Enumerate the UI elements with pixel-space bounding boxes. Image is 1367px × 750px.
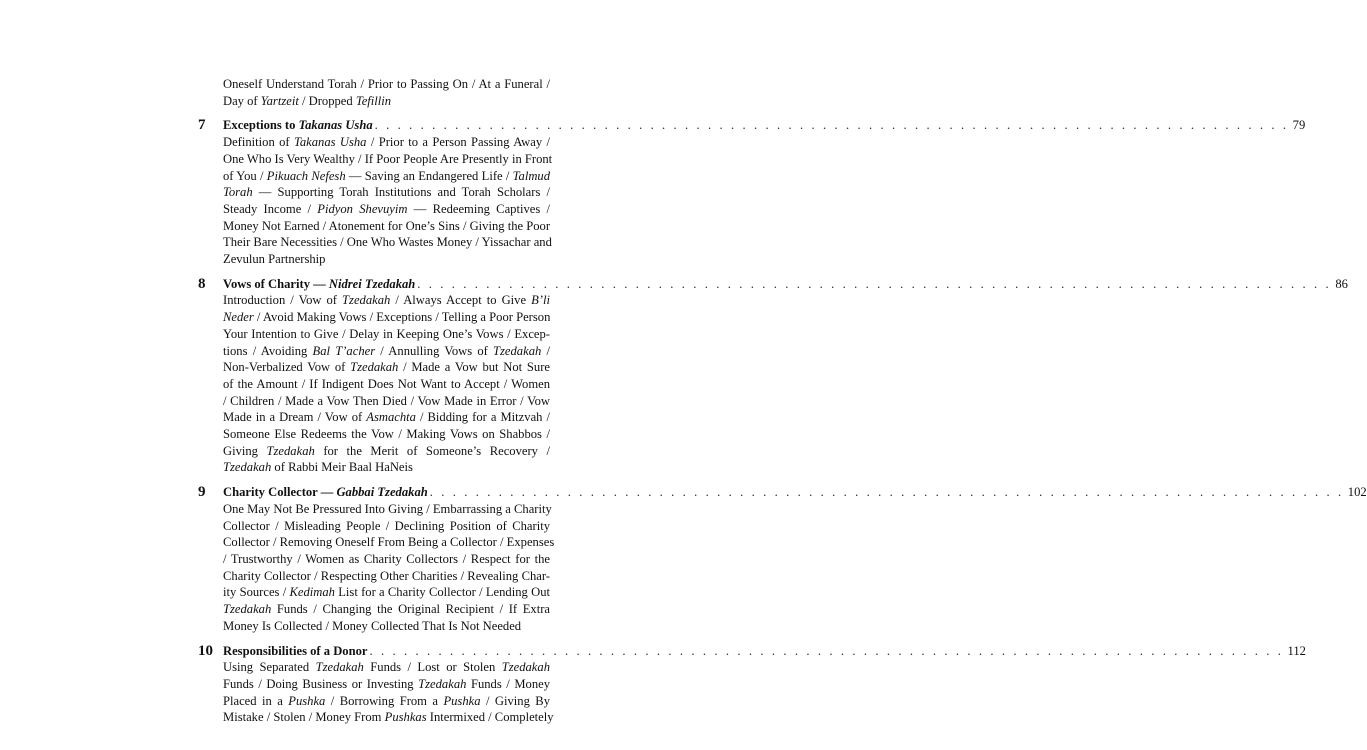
description-line: Mistake / Stolen / Money From Pushkas Intermixed / Completely	[223, 710, 554, 725]
chapter-heading	[223, 484, 1367, 501]
description-line: Your Intention to Give / Delay in Keeping One’s Vows / Excep-	[223, 326, 550, 341]
chapter-title: Responsibilities of a Donor	[223, 643, 368, 658]
chapter-heading	[223, 276, 1348, 293]
dot-leader: . . . . . . . . . . . . . . . . . . . . . . . . . . . . . . . . . . . . . . . . . . . . . . . . . . . . . . . . . . . . . . . . . . . . . . . . . . . . . . . .	[369, 643, 1284, 658]
chapter-entry	[198, 117, 1306, 267]
chapter-entry	[198, 275, 1348, 476]
description-line: Money Not Earned / Atonement for One’s Sins / Giving the Poor	[223, 218, 551, 233]
description-line: Zevulun Partnership	[223, 252, 326, 267]
description-line: Torah — Supporting Torah Institutions and Torah Scholars /	[223, 185, 550, 200]
description-line: Made in a Dream / Vow of Asmachta / Bidding for a Mitzvah /	[223, 410, 550, 425]
description-line: tions / Avoiding Bal T’acher / Annulling Vows of Tzedakah /	[223, 343, 550, 358]
chapter-title: Charity Collector — Gabbai Tzedakah	[223, 485, 428, 500]
chapter-number: 7	[198, 117, 206, 134]
description-line: Charity Collector / Respecting Other Charities / Revealing Char-	[223, 568, 550, 583]
description-line: Steady Income / Pidyon Shevuyim — Redeeming Captives /	[223, 201, 551, 216]
chapter-entry	[198, 642, 1306, 727]
chapter-title: Vows of Charity — Nidrei Tzedakah	[223, 276, 416, 291]
chapter-heading	[223, 643, 1306, 660]
chapter-number: 8	[198, 275, 206, 292]
chapter-page-number: 86	[1335, 276, 1348, 291]
description-line: / Children / Made a Vow Then Died / Vow Made in Error / Vow	[223, 393, 550, 408]
chapter-page-number: 112	[1287, 643, 1306, 658]
table-of-contents-page	[198, 76, 1367, 726]
dot-leader: . . . . . . . . . . . . . . . . . . . . . . . . . . . . . . . . . . . . . . . . . . . . . . . . . . . . . . . . . . . . . . . . . . . . . . . . . . . . . . . .	[417, 276, 1332, 291]
description-line: Giving Tzedakah for the Merit of Someone’s Recovery /	[223, 443, 550, 458]
description-line: Introduction / Vow of Tzedakah / Always Accept to Give B’li	[223, 293, 550, 308]
description-line: Tzedakah Funds / Changing the Original Recipient / If Extra	[223, 602, 550, 617]
description-line: Funds / Doing Business or Investing Tzedakah Funds / Money	[223, 676, 550, 691]
description-line: Tzedakah of Rabbi Meir Baal HaNeis	[223, 460, 413, 475]
chapter-heading	[223, 117, 1306, 134]
description-line: Collector / Misleading People / Declining Position of Charity	[223, 518, 550, 533]
dot-leader: . . . . . . . . . . . . . . . . . . . . . . . . . . . . . . . . . . . . . . . . . . . . . . . . . . . . . . . . . . . . . . . . . . . . . . . . . . . . . . . .	[374, 118, 1289, 133]
description-line: Definition of Takanas Usha / Prior to a Person Passing Away /	[223, 135, 550, 150]
description-line: / Trustworthy / Women as Charity Collectors / Respect for the	[223, 551, 550, 566]
chapter-list	[198, 117, 1367, 726]
chapter-page-number: 102	[1347, 485, 1367, 500]
description-line: Placed in a Pushka / Borrowing From a Pushka / Giving By	[223, 693, 550, 708]
chapter-number: 9	[198, 484, 206, 501]
description-line: of You / Pikuach Nefesh — Saving an Endangered Life / Talmud	[223, 168, 551, 183]
description-line: Day of Yartzeit / Dropped Tefillin	[223, 93, 392, 108]
description-line: Their Bare Necessities / One Who Wastes Money / Yissachar and	[223, 235, 552, 250]
chapter-entry	[198, 484, 1367, 634]
chapter-title: Exceptions to Takanas Usha	[223, 118, 373, 133]
description-line: of the Amount / If Indigent Does Not Want to Accept / Women	[223, 376, 550, 391]
description-line: Neder / Avoid Making Vows / Exceptions / Telling a Poor Person	[223, 310, 551, 325]
description-line: Collector / Removing Oneself From Being a Collector / Expenses	[223, 535, 555, 550]
description-line: One May Not Be Pressured Into Giving / Embarrassing a Charity	[223, 501, 552, 516]
description-line: Someone Else Redeems the Vow / Making Vows on Shabbos /	[223, 427, 550, 442]
description-line: Non-Verbalized Vow of Tzedakah / Made a Vow but Not Sure	[223, 360, 550, 375]
description-line: ity Sources / Kedimah List for a Charity Collector / Lending Out	[223, 585, 550, 600]
chapter-number: 10	[198, 642, 213, 659]
description-line: Using Separated Tzedakah Funds / Lost or Stolen Tzedakah	[223, 660, 550, 675]
description-line: Money Is Collected / Money Collected That Is Not Needed	[223, 618, 522, 633]
dot-leader: . . . . . . . . . . . . . . . . . . . . . . . . . . . . . . . . . . . . . . . . . . . . . . . . . . . . . . . . . . . . . . . . . . . . . . . . . . . . . . . .	[429, 485, 1344, 500]
chapter-page-number: 79	[1292, 118, 1306, 133]
description-line: Oneself Understand Torah / Prior to Passing On / At a Funeral /	[223, 77, 550, 91]
carryover-text	[223, 76, 550, 109]
description-line: One Who Is Very Wealthy / If Poor People Are Presently in Front	[223, 151, 553, 166]
